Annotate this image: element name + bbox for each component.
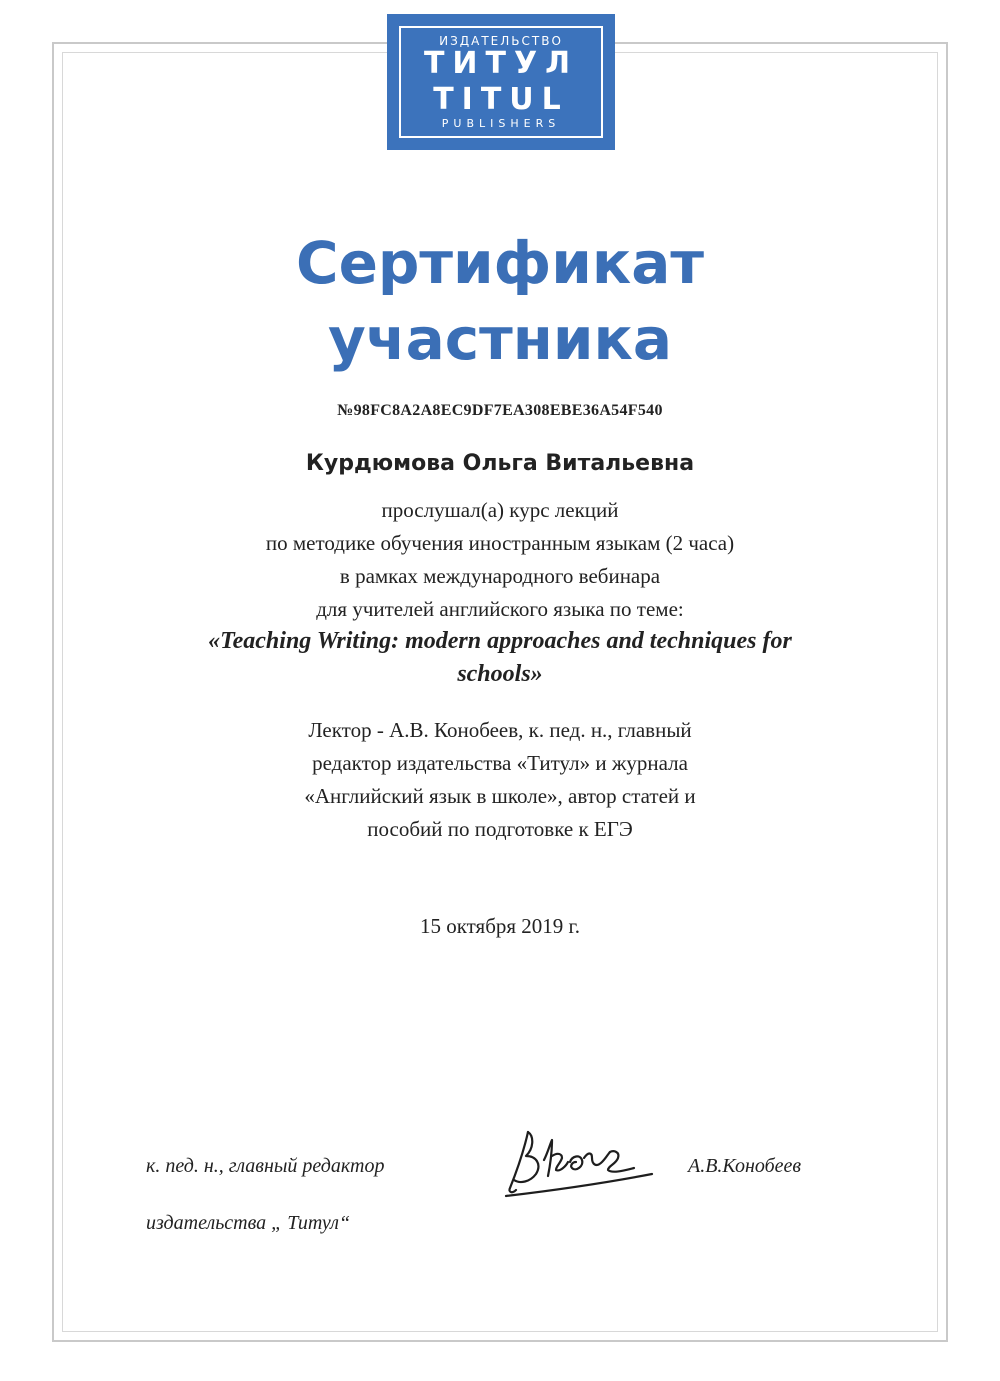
logo-name-en: TITUL xyxy=(433,82,569,117)
participant-name: Курдюмова Ольга Витальевна xyxy=(305,451,695,476)
logo-top-text: ИЗДАТЕЛЬСТВО xyxy=(439,34,563,48)
logo-bottom-text: PUBLISHERS xyxy=(441,117,561,130)
signer-position-line1: к. пед. н., главный редактор xyxy=(146,1155,385,1177)
certificate-title-line2: участника xyxy=(328,305,672,373)
lecturer-line4: пособий по подготовке к ЕГЭ xyxy=(367,817,633,841)
certificate-number: №98FC8A2A8EC9DF7EA308EBE36A54F540 xyxy=(337,402,663,419)
logo-name-ru: ТИТУЛ xyxy=(423,46,579,81)
description-line2: по методике обучения иностранным языкам (2 часа) xyxy=(265,531,735,555)
lecturer-line2: редактор издательства «Титул» и журнала xyxy=(312,751,688,775)
topic-line2: schools» xyxy=(457,661,543,687)
certificate-date: 15 октября 2019 г. xyxy=(419,914,581,938)
lecturer-line3: «Английский язык в школе», автор статей и xyxy=(304,784,696,808)
lecturer-line1: Лектор - А.В. Конобеев, к. пед. н., главный xyxy=(308,718,692,742)
signer-position-line2: издательства „ Титул“ xyxy=(146,1212,351,1234)
description-line4: для учителей английского языка по теме: xyxy=(316,597,684,621)
description-line3: в рамках международного вебинара xyxy=(339,564,661,588)
description-line1: прослушал(а) курс лекций xyxy=(381,498,619,522)
handwritten-signature xyxy=(500,1122,665,1202)
signer-name: А.В.Конобеев xyxy=(688,1155,802,1177)
topic-line1: «Teaching Writing: modern approaches and techniques for xyxy=(208,628,792,654)
certificate-title-line1: Сертификат xyxy=(296,229,704,297)
titul-publishers-logo xyxy=(387,14,615,150)
